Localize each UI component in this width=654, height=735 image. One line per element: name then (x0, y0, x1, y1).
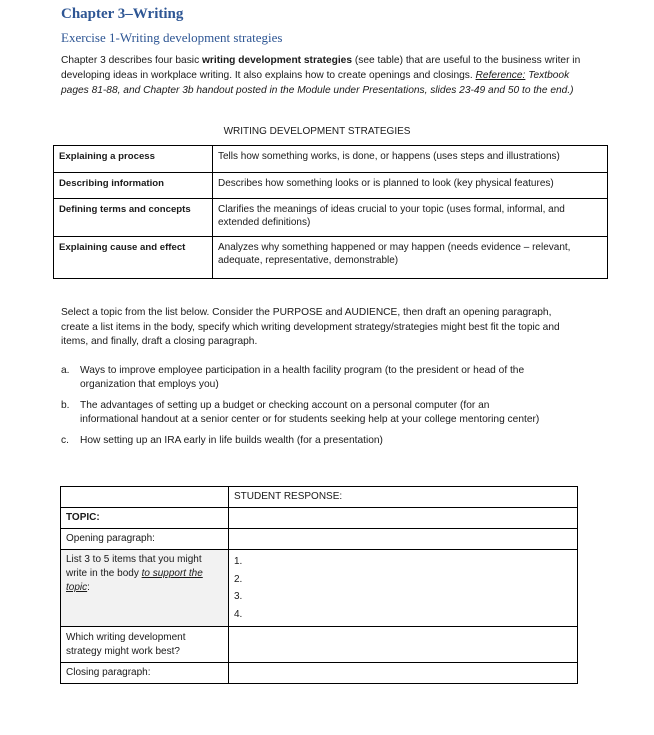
table-row (61, 663, 578, 684)
list-number: 3. (234, 591, 243, 602)
body-items-colon: : (87, 582, 90, 593)
chapter-title: Chapter 3–Writing (61, 6, 184, 22)
strategy-answer-field[interactable] (229, 627, 578, 663)
opening-paragraph-field[interactable] (229, 529, 578, 550)
list-number: 2. (234, 573, 243, 585)
list-marker: b. (61, 400, 70, 411)
strategy-description: Clarifies the meanings of ideas crucial to your topic (uses formal, informal, and extended definitions) (213, 199, 608, 237)
strategy-description: Analyzes why something happened or may happen (needs evidence – relevant, adequate, representative, demonstrable) (213, 237, 608, 279)
list-marker: a. (61, 365, 70, 376)
table-row (54, 173, 608, 199)
table-row (61, 508, 578, 529)
empty-header-cell (61, 487, 229, 508)
instructions-paragraph: Select a topic from the list below. Consider the PURPOSE and AUDIENCE, then draft an opening paragraph, create a list items in the body, specify which writing development strategy/strategies might best fit the topic and items, and finally, draft a closing paragraph. (61, 307, 560, 347)
list-number: 4. (234, 608, 243, 620)
topic-text: The advantages of setting up a budget or checking account on a personal computer (for an informational handout at a senior center or for students seeking help at your college mentoring center) (80, 400, 540, 425)
intro-paragraph (61, 53, 581, 98)
topic-text: How setting up an IRA early in life builds wealth (for a presentation) (80, 435, 383, 446)
table-row (54, 237, 608, 279)
reference-label: Reference: (475, 70, 526, 81)
strategy-question-label: Which writing development strategy might work best? (61, 627, 229, 663)
table-row (54, 199, 608, 237)
table-row (61, 550, 578, 627)
strategy-term: Describing information (54, 173, 213, 199)
strategy-description: Tells how something works, is done, or happens (uses steps and illustrations) (213, 146, 608, 173)
exercise-title: Exercise 1-Writing development strategies (61, 30, 283, 45)
topic-response-field[interactable] (229, 508, 578, 529)
table-row (61, 627, 578, 663)
list-item (61, 399, 541, 427)
support-topic-text: to support the topic (66, 568, 203, 593)
body-items-label (61, 550, 229, 627)
reference-text: Textbook pages 81-88, and Chapter 3b handout posted in the Module under Presentations, slides 23-49 and 50 to the end.) (61, 70, 574, 96)
student-response-header: STUDENT RESPONSE: (229, 487, 578, 508)
table-row (54, 146, 608, 173)
strategy-term: Defining terms and concepts (54, 199, 213, 237)
table-row (61, 487, 578, 508)
list-item (61, 434, 541, 448)
opening-paragraph-label: Opening paragraph: (61, 529, 229, 550)
strategy-term: Explaining cause and effect (54, 237, 213, 279)
strategies-table-caption (0, 126, 654, 137)
list-item (61, 364, 541, 392)
table-row (61, 529, 578, 550)
topic-label: TOPIC: (61, 508, 229, 529)
strategies-caption-text: WRITING DEVELOPMENT STRATEGIES (223, 126, 411, 137)
body-items-label-text: List 3 to 5 items that you might write in the body (66, 554, 202, 579)
intro-bold-term: writing development strategies (202, 55, 353, 66)
strategies-table (53, 145, 608, 279)
body-items-field[interactable] (229, 550, 578, 627)
intro-text-1: Chapter 3 describes four basic (61, 55, 202, 66)
topic-text: Ways to improve employee participation in a health facility program (to the president or head of the organization that employs you) (80, 365, 525, 390)
intro-text-2: (see table) that are useful to the business writer in developing ideas in workplace writing. It also explains how to create openings and closings. (61, 55, 581, 81)
topic-list (61, 364, 541, 455)
closing-paragraph-field[interactable] (229, 663, 578, 684)
closing-paragraph-label: Closing paragraph: (61, 663, 229, 684)
student-response-table (60, 486, 578, 684)
list-marker: c. (61, 435, 69, 446)
strategy-description: Describes how something looks or is planned to look (key physical features) (213, 173, 608, 199)
strategy-term: Explaining a process (54, 146, 213, 173)
list-number: 1. (234, 556, 243, 567)
